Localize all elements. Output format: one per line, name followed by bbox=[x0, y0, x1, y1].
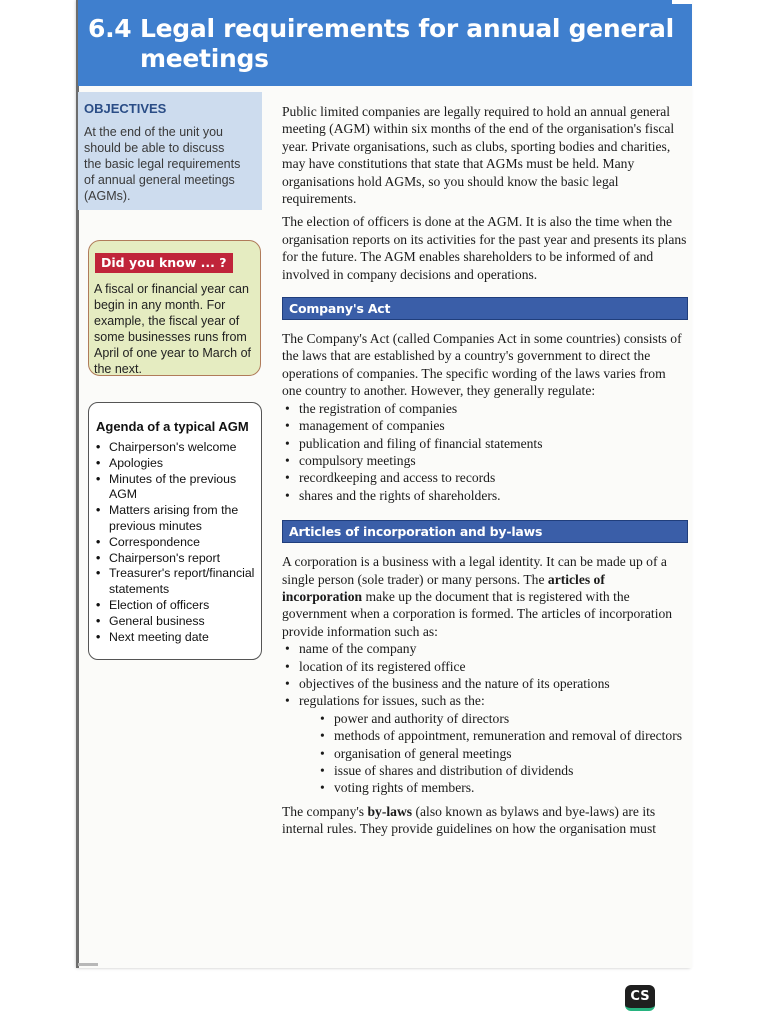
objectives-title: OBJECTIVES bbox=[84, 101, 167, 116]
list-item: • the registration of companies bbox=[282, 400, 688, 417]
agenda-item: • Correspondence bbox=[96, 535, 258, 551]
title-line-1: Legal requirements for annual general bbox=[140, 14, 674, 43]
companys-act-paragraph: The Company's Act (called Companies Act in some countries) consists of the laws that are established by a country's government to direct the operations of companies. The specific wording of the laws varies from one country to another. However, they generally regulate: bbox=[282, 331, 682, 399]
sublist-item: • voting rights of members. bbox=[317, 779, 688, 796]
intro-paragraph-2: The election of officers is done at the AGM. It is also the time when the organisation reports on its activities for the past year and presents its plans for the future. The AGM enables shareholders to be informed of and involved in company decisions and operations. bbox=[282, 214, 687, 282]
header-notch bbox=[672, 0, 692, 4]
agenda-item: • Matters arising from the previous minutes bbox=[96, 503, 258, 535]
agenda-item: • General business bbox=[96, 614, 258, 630]
bylaws-paragraph bbox=[282, 803, 688, 838]
companys-act-list bbox=[282, 400, 688, 504]
camscanner-logo-icon: CS bbox=[625, 985, 655, 1011]
agenda-list bbox=[96, 440, 258, 645]
bylaws-text-end: (also known as bylaws and bye-laws) are its internal rules. They provide guidelines on how the organisation must bbox=[282, 803, 657, 837]
list-item: • recordkeeping and access to records bbox=[282, 469, 688, 486]
list-item: • name of the company bbox=[282, 640, 688, 657]
bylaws-text-start: The company's bbox=[282, 803, 368, 819]
list-item: • compulsory meetings bbox=[282, 452, 688, 469]
list-item: • publication and filing of financial statements bbox=[282, 435, 688, 452]
articles-text-start: A corporation is a business with a legal identity. It can be made up of a single person (sole trader) or many persons. The bbox=[282, 554, 667, 587]
page-bottom-mark bbox=[78, 963, 98, 966]
did-you-know-text: A fiscal or financial year can begin in any month. For example, the fiscal year of some businesses runs from April of one year to March of the next. bbox=[94, 282, 252, 376]
articles-sublist bbox=[299, 710, 688, 797]
articles-list bbox=[282, 640, 688, 797]
agenda-item: • Treasurer's report/financial statements bbox=[96, 566, 258, 598]
sublist-item: • methods of appointment, remuneration and removal of directors bbox=[317, 727, 688, 744]
main-text-column bbox=[282, 103, 688, 844]
list-item: • shares and the rights of shareholders. bbox=[282, 487, 688, 504]
sublist-item: • issue of shares and distribution of dividends bbox=[317, 762, 688, 779]
articles-text-end: make up the document that is registered with the government when a corporation is formed. The articles of incorporation provide information such as: bbox=[282, 588, 673, 639]
page-title bbox=[88, 14, 688, 74]
title-line-2: meetings bbox=[140, 44, 269, 73]
did-you-know-tag: Did you know ... ? bbox=[95, 253, 233, 273]
objectives-text: At the end of the unit you should be able to discuss the basic legal requirements of annual general meetings (AGMs). bbox=[84, 125, 241, 203]
sublist-item: • organisation of general meetings bbox=[317, 745, 688, 762]
section-heading-articles: Articles of incorporation and by-laws bbox=[282, 520, 688, 543]
agenda-item: • Next meeting date bbox=[96, 630, 258, 646]
articles-paragraph bbox=[282, 553, 688, 640]
agenda-item: • Chairperson's report bbox=[96, 551, 258, 567]
section-heading-companys-act: Company's Act bbox=[282, 297, 688, 320]
agenda-item: • Apologies bbox=[96, 456, 258, 472]
list-item: • location of its registered office bbox=[282, 658, 688, 675]
agenda-item: • Minutes of the previous AGM bbox=[96, 472, 258, 504]
list-item: • objectives of the business and the nature of its operations bbox=[282, 675, 688, 692]
bylaws-term: by-laws bbox=[367, 803, 413, 819]
list-item-text: regulations for issues, such as the: bbox=[299, 693, 485, 709]
agenda-item: • Election of officers bbox=[96, 598, 258, 614]
agenda-title: Agenda of a typical AGM bbox=[96, 419, 249, 434]
sublist-item: • power and authority of directors bbox=[317, 710, 688, 727]
intro-paragraph-1: Public limited companies are legally required to hold an annual general meeting (AGM) within six months of the end of the organisation's fiscal year. Private organisations, such as clubs, sporting bodies and charities, may have constitutions that state that AGMs must be held. Many organisations hold AGMs, so you should know the basic legal requirements. bbox=[282, 104, 675, 207]
list-item bbox=[282, 692, 688, 796]
agenda-item: • Chairperson's welcome bbox=[96, 440, 258, 456]
section-number: 6.4 bbox=[88, 14, 132, 43]
list-item: • management of companies bbox=[282, 417, 688, 434]
articles-term: articles of incorporation bbox=[282, 571, 605, 604]
